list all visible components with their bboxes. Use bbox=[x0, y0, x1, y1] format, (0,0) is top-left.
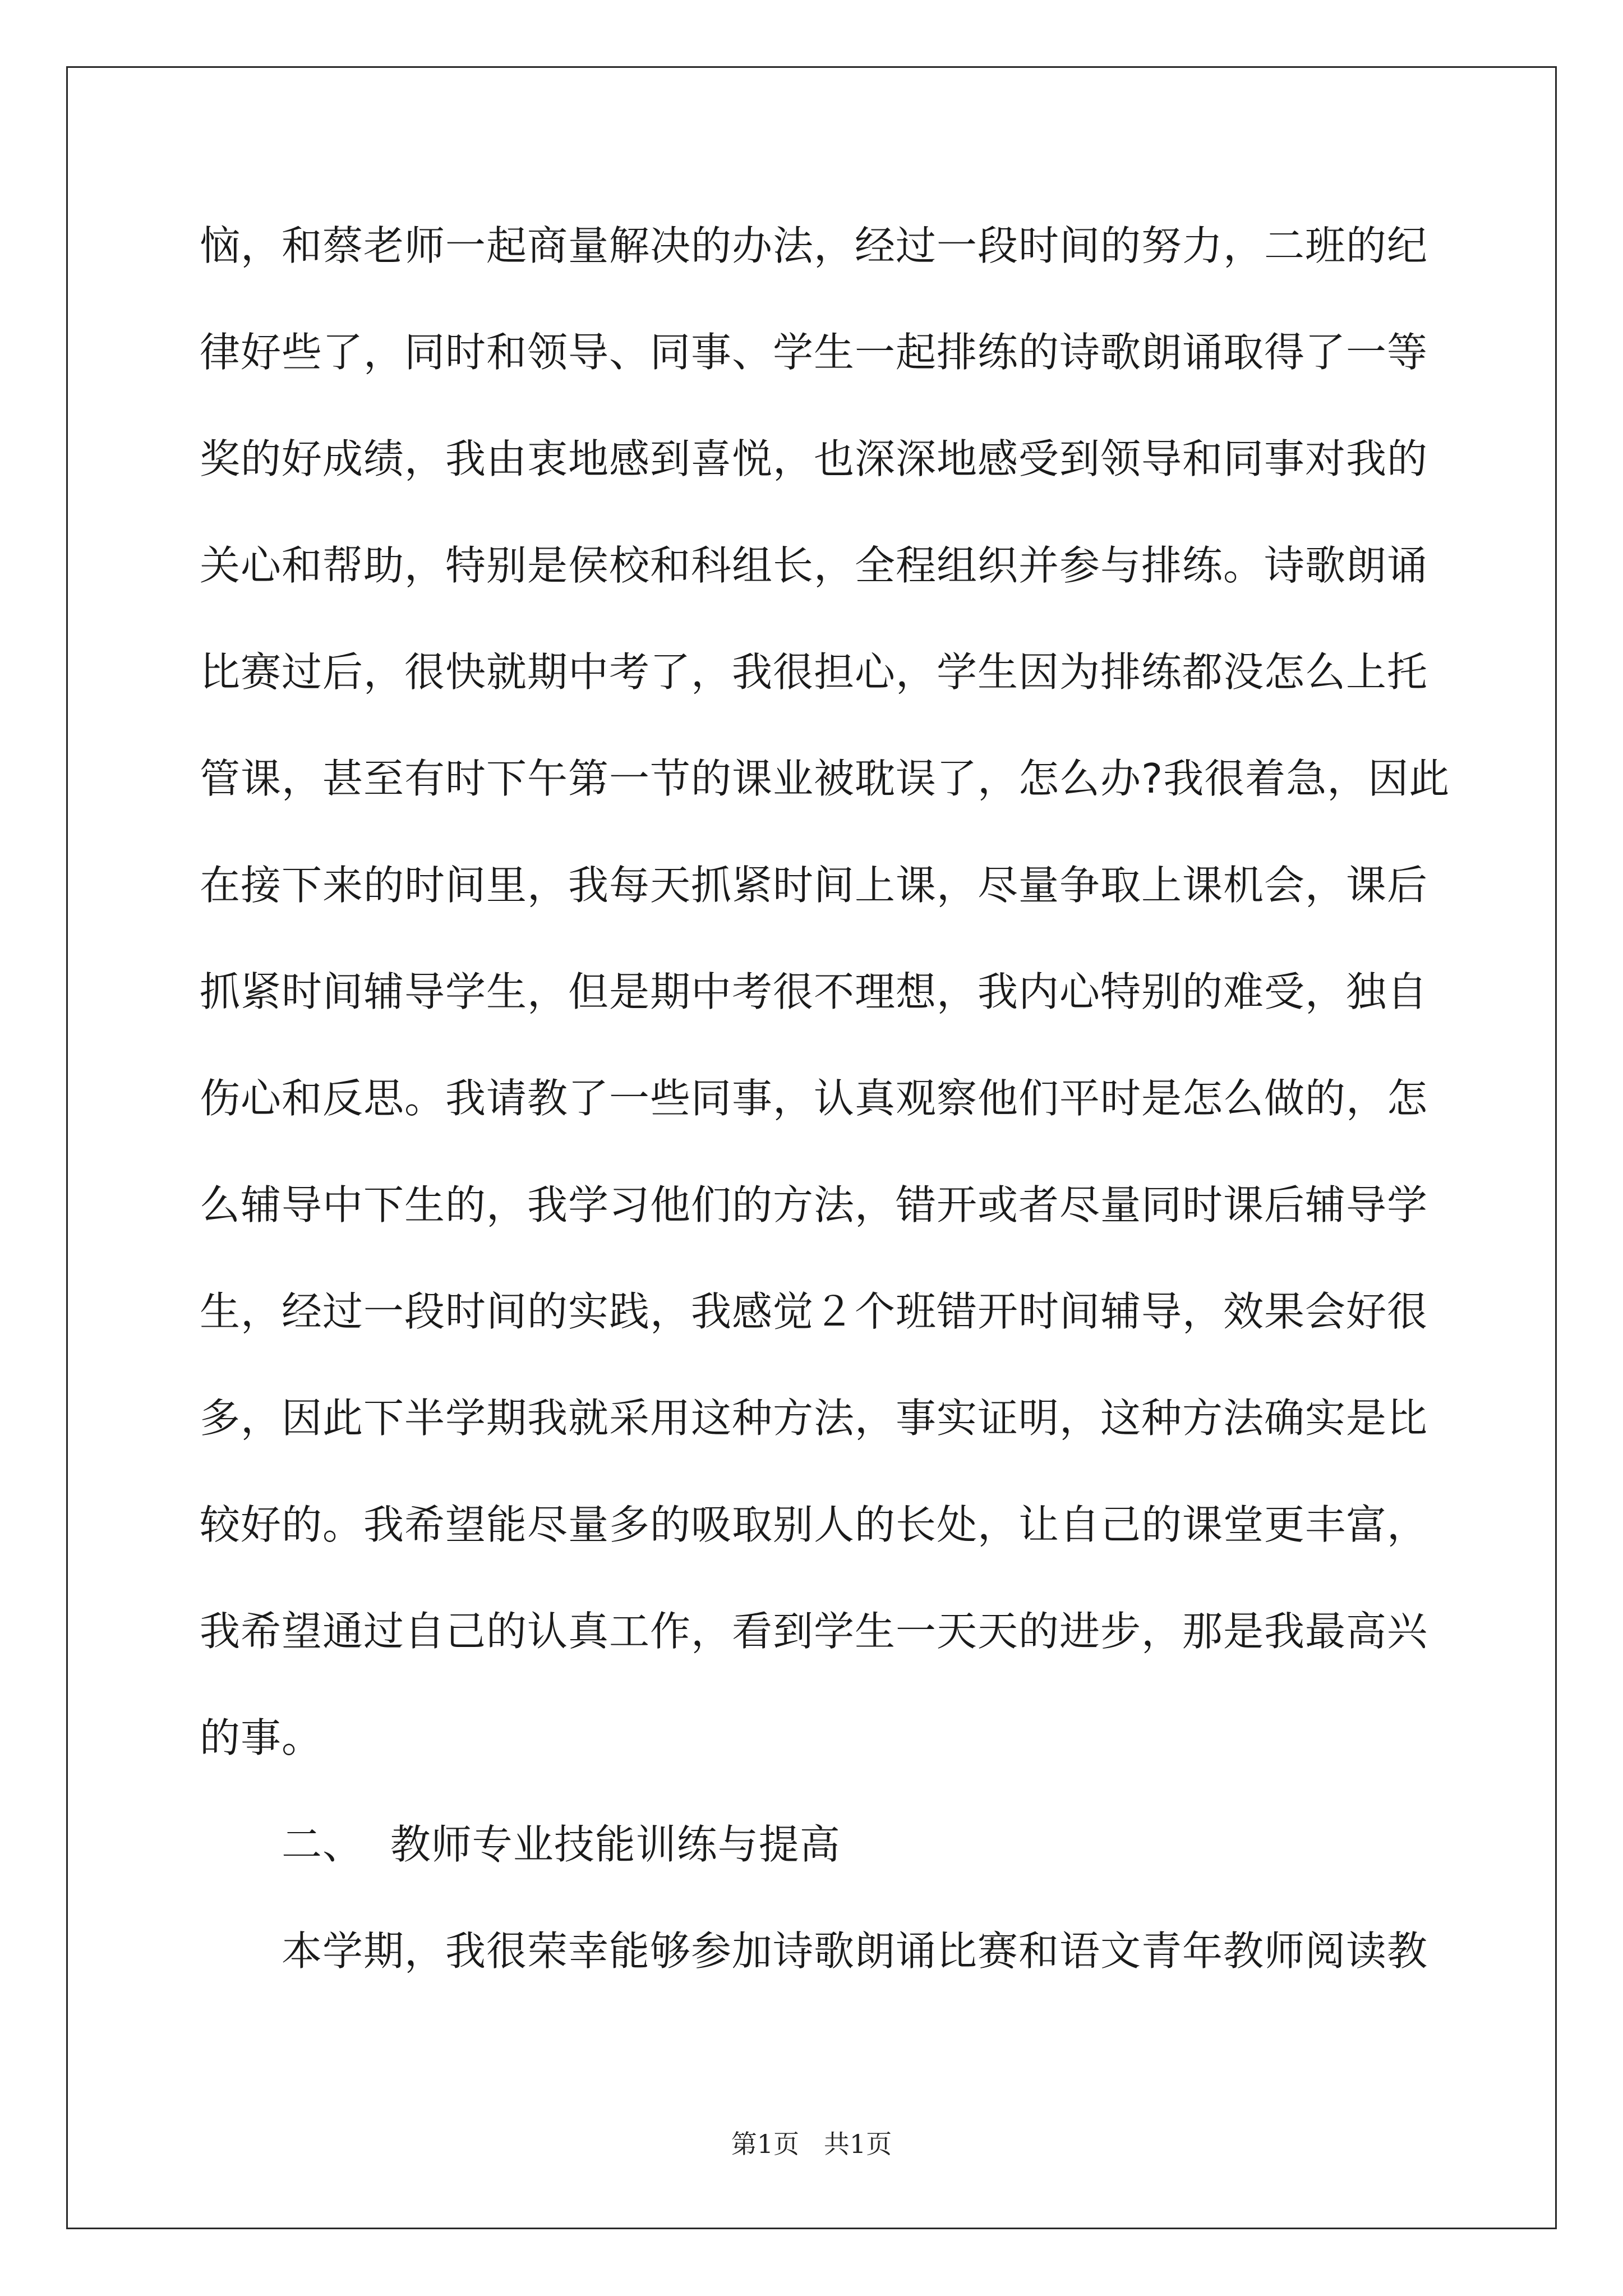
text-line: 的事。 bbox=[200, 1714, 323, 1761]
text-line: 比赛过后，很快就期中考了，我很担心，学生因为排练都没怎么上托 bbox=[200, 648, 1428, 696]
text-line: 伤心和反思。我请教了一些同事，认真观察他们平时是怎么做的，怎 bbox=[200, 1075, 1428, 1122]
text-line: 关心和帮助，特别是侯校和科组长，全程组织并参与排练。诗歌朗诵 bbox=[200, 542, 1428, 589]
page-number-footer: 第1页 共1页 bbox=[731, 2129, 892, 2159]
text-line: 多，因此下半学期我就采用这种方法，事实证明，这种方法确实是比 bbox=[200, 1395, 1428, 1442]
text-line: 管课，甚至有时下午第一节的课业被耽误了，怎么办?我很着急，因此 bbox=[200, 755, 1450, 802]
text-line: 较好的。我希望能尽量多的吸取别人的长处，让自己的课堂更丰富， bbox=[200, 1501, 1428, 1548]
text-line: 我希望通过自己的认真工作，看到学生一天天的进步，那是我最高兴 bbox=[200, 1608, 1428, 1655]
section-heading: 二、 教师专业技能训练与提高 bbox=[282, 1821, 841, 1868]
text-line: 生，经过一段时间的实践，我感觉２个班错开时间辅导，效果会好很 bbox=[200, 1288, 1428, 1335]
page-border bbox=[66, 66, 1557, 2229]
text-line: 律好些了，同时和领导、同事、学生一起排练的诗歌朗诵取得了一等 bbox=[200, 329, 1428, 376]
text-line: 在接下来的时间里，我每天抓紧时间上课，尽量争取上课机会，课后 bbox=[200, 862, 1428, 909]
text-line: 本学期，我很荣幸能够参加诗歌朗诵比赛和语文青年教师阅读教 bbox=[282, 1927, 1428, 1975]
text-line: 恼，和蔡老师一起商量解决的办法，经过一段时间的努力，二班的纪 bbox=[200, 222, 1428, 269]
text-line: 奖的好成绩，我由衷地感到喜悦，也深深地感受到领导和同事对我的 bbox=[200, 435, 1428, 482]
text-line: 抓紧时间辅导学生，但是期中考很不理想，我内心特别的难受，独自 bbox=[200, 968, 1428, 1015]
text-line: 么辅导中下生的，我学习他们的方法，错开或者尽量同时课后辅导学 bbox=[200, 1181, 1428, 1228]
